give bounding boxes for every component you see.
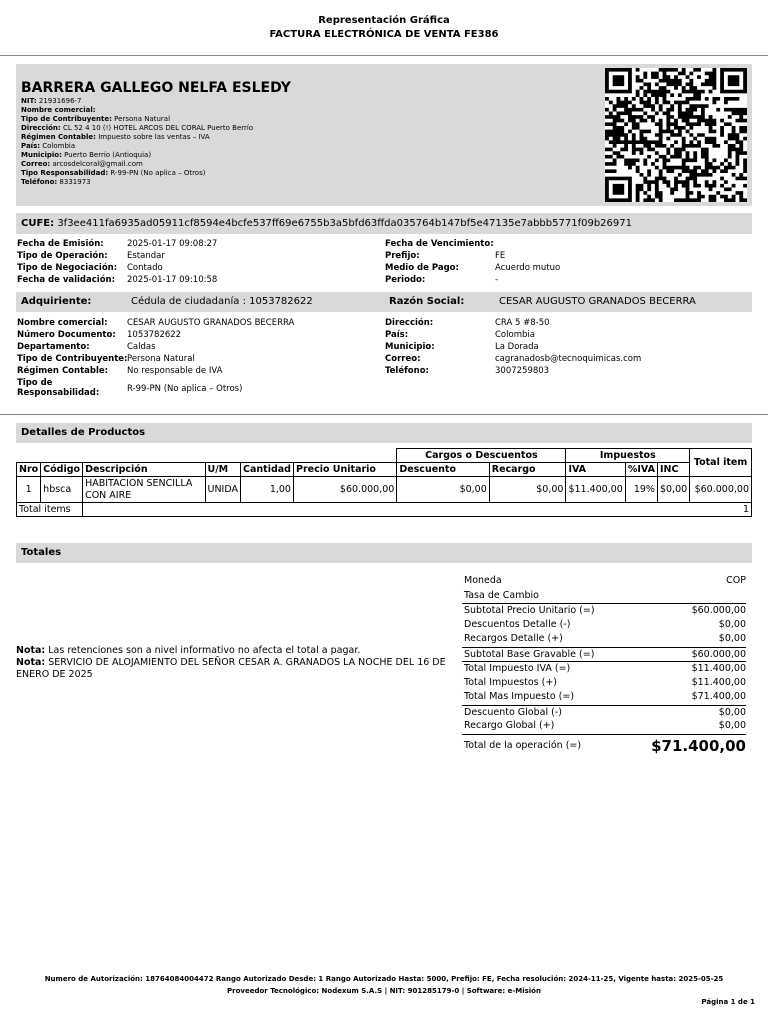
qr-code (605, 68, 747, 202)
col-header: Código (41, 463, 83, 477)
col-total-item-header: Total item (690, 449, 752, 477)
field-label: Municipio: (385, 342, 435, 352)
totals-label: Total de la operación (=) (464, 739, 582, 751)
note-text: Las retenciones son a nivel informativo no afecta el total a pagar. (48, 645, 361, 656)
group-taxes-header: Impuestos (566, 449, 690, 463)
field-value: Persona Natural (127, 354, 195, 364)
cell-inc: $0,00 (657, 477, 689, 503)
col-header: Cantidad (241, 463, 294, 477)
issuer-commercial-name (21, 106, 253, 115)
provider-footer: Proveedor Tecnológico: Nodexum S.A.S | NIT: 901285179-0 | Software: e-Misión (227, 987, 541, 995)
cell-nro: 1 (17, 477, 41, 503)
issuer-field-value: Colombia (42, 142, 76, 150)
issuer-details (21, 97, 253, 187)
totals-row-iva (462, 661, 746, 676)
page-number: Página 1 de 1 (701, 998, 755, 1006)
cell-codigo: hbsca (41, 477, 83, 503)
totals-label: Descuentos Detalle (-) (464, 618, 571, 630)
grand-total-value: $71.400,00 (651, 736, 746, 755)
col-header: Precio Unitario (293, 463, 396, 477)
issuer-field-label: Régimen Contable: (21, 133, 96, 141)
field-label-line: Responsabilidad: (17, 388, 100, 398)
qr-finder-pattern (605, 68, 632, 93)
buyer-details-left (17, 317, 377, 401)
totals-row-detail-surcharges (462, 632, 746, 647)
totals-label: Total Mas Impuesto (=) (464, 691, 575, 702)
buyer-field (17, 378, 377, 400)
totals-panel (462, 574, 746, 756)
field-value: CESAR AUGUSTO GRANADOS BECERRA (127, 318, 295, 328)
field-label: Nombre comercial: (17, 318, 108, 328)
social-name-value: CESAR AUGUSTO GRANADOS BECERRA (499, 296, 696, 307)
col-header: %IVA (625, 463, 657, 477)
products-section-band (16, 423, 752, 443)
cell-piva: 19% (625, 477, 657, 503)
total-items-label: Total items (17, 503, 83, 517)
totals-label: Descuento Global (-) (464, 706, 562, 718)
issuer-field-value[interactable]: arcosdelcoral@gmail.com (52, 160, 143, 168)
totals-value: $0,00 (718, 633, 746, 644)
notes (16, 645, 456, 681)
qr-finder-pattern (605, 177, 632, 202)
field-label: Correo: (385, 354, 421, 364)
totals-value: $60.000,00 (691, 648, 746, 660)
header-divider (0, 55, 768, 56)
field-value: 1053782622 (127, 330, 182, 340)
issuer-field-label: País: (21, 142, 41, 150)
note-label: Nota: (16, 657, 46, 668)
totals-label: Total Impuestos (+) (464, 676, 557, 688)
issuer-nit (21, 97, 253, 106)
issuer-regime (21, 133, 253, 142)
note-item (16, 645, 456, 657)
note-label: Nota: (16, 645, 46, 656)
document-title: FACTURA ELECTRÓNICA DE VENTA FE386 (269, 29, 499, 40)
issuer-field-label: NIT: (21, 97, 37, 105)
field-value: 3007259803 (495, 366, 550, 376)
totals-value: $11.400,00 (691, 663, 746, 674)
cufe-bar (16, 213, 752, 234)
totals-value: $71.400,00 (691, 691, 746, 702)
issuer-field-label: Dirección: (21, 124, 61, 132)
field-value: Estandar (127, 251, 165, 261)
totals-value: COP (726, 575, 746, 586)
totals-value: $0,00 (718, 720, 746, 731)
field-label: Fecha de validación: (17, 275, 115, 285)
issuer-field-label: Tipo de Contribuyente: (21, 115, 112, 123)
issuer-responsibility (21, 169, 253, 178)
note-text: SERVICIO DE ALOJAMIENTO DEL SEÑOR CESAR A. GRANADOS LA NOCHE DEL 16 DE ENERO DE 2025 (16, 657, 446, 680)
totals-row-operation-total (462, 734, 746, 756)
qr-finder-ring (613, 75, 625, 86)
col-header: Descuento (397, 463, 489, 477)
table-group-header (17, 449, 752, 463)
field-label: Departamento: (17, 342, 90, 352)
field-label-line: Tipo de (17, 378, 53, 388)
cufe-value: 3f3ee411fa6935ad05911cf8594e4bcfe537ff69e6755b3a5bfd63ffda035764b147bf5e47135e7abbb5771f09b26971 (57, 218, 632, 229)
issuer-field-value: Persona Natural (114, 115, 171, 123)
totals-label: Recargos Detalle (+) (464, 633, 563, 644)
total-items-value: 1 (83, 503, 752, 517)
field-label: Número Documento: (17, 330, 116, 340)
issuer-field-value: 21931696-7 (38, 97, 82, 105)
cell-precio: $60.000,00 (293, 477, 396, 503)
invoice-details-left (17, 238, 377, 288)
issuer-field-value: Impuesto sobre las ventas – IVA (98, 133, 210, 141)
field-label: País: (385, 330, 409, 340)
field-value: Acuerdo mutuo (495, 263, 561, 273)
totals-label: Recargo Global (+) (464, 720, 555, 731)
invoice-details-right (385, 238, 745, 288)
field-value: Caldas (127, 342, 156, 352)
group-charges-header: Cargos o Descuentos (397, 449, 566, 463)
field-label: Periodo: (385, 275, 426, 285)
field-label: Tipo de Operación: (17, 251, 108, 261)
products-section-title: Detalles de Productos (21, 427, 146, 438)
field-value[interactable]: cagranadosb@tecnoquimicas.com (495, 354, 642, 364)
field-value: La Dorada (495, 342, 539, 352)
cell-recargo: $0,00 (489, 477, 566, 503)
issuer-field-label: Nombre comercial: (21, 106, 96, 114)
field-value: No responsable de IVA (127, 366, 223, 376)
issuer-email (21, 160, 253, 169)
cell-iva: $11.400,00 (566, 477, 625, 503)
qr-finder-ring (728, 75, 740, 86)
issuer-phone (21, 178, 253, 187)
totals-label: Total Impuesto IVA (=) (464, 663, 571, 674)
totals-value: $0,00 (718, 618, 746, 630)
totals-row-currency (462, 574, 746, 589)
totals-row-global-discount (462, 705, 746, 720)
document-subtitle: Representación Gráfica (318, 15, 450, 26)
issuer-field-value: Puerto Berrío (Antioquia) (64, 151, 152, 159)
buyer-label: Adquiriente: (21, 296, 92, 307)
buyer-band (16, 292, 752, 312)
field-label: Fecha de Vencimiento: (385, 239, 494, 249)
field-label: Medio de Pago: (385, 263, 459, 273)
totals-row-taxable-base (462, 647, 746, 662)
totals-row-global-surcharge (462, 719, 746, 734)
note-item (16, 657, 456, 681)
products-table (16, 448, 752, 517)
buyer-details-right (385, 317, 745, 379)
col-header: Recargo (489, 463, 566, 477)
issuer-field-value: 8331973 (59, 178, 91, 186)
col-header: IVA (566, 463, 625, 477)
issuer-field-label: Tipo Responsabilidad: (21, 169, 109, 177)
field-value: 2025-01-17 09:08:27 (127, 239, 218, 249)
totals-row-detail-discounts (462, 618, 746, 633)
field-value: Contado (127, 263, 163, 273)
section-divider (0, 414, 768, 415)
field-value: - (495, 275, 499, 285)
field-value: 2025-01-17 09:10:58 (127, 275, 218, 285)
issuer-field-value: CL 52 4 10 (!) HOTEL ARCOS DEL CORAL Puerto Berrío (62, 124, 254, 132)
buyer-id: Cédula de ciudadanía : 1053782622 (131, 296, 313, 307)
issuer-municipality (21, 151, 253, 160)
totals-row-taxes (462, 676, 746, 691)
totals-value: $11.400,00 (691, 676, 746, 688)
issuer-name: BARRERA GALLEGO NELFA ESLEDY (21, 80, 291, 96)
col-header: U/M (205, 463, 241, 477)
issuer-panel (16, 64, 752, 206)
social-name-label: Razón Social: (389, 296, 465, 307)
field-label: Fecha de Emisión: (17, 239, 104, 249)
totals-row-total-plus-tax (462, 690, 746, 705)
issuer-field-label: Correo: (21, 160, 51, 168)
field-value: FE (495, 251, 506, 261)
field-value: Colombia (495, 330, 535, 340)
cell-descripcion: HABITACION SENCILLA CON AIRE (83, 477, 205, 503)
issuer-address (21, 124, 253, 133)
qr-code-graphic (605, 68, 747, 202)
col-header: Descripción (83, 463, 205, 477)
col-header: INC (657, 463, 689, 477)
issuer-field-value: R-99-PN (No aplica – Otros) (110, 169, 206, 177)
field-label: Régimen Contable: (17, 366, 109, 376)
field-label (17, 378, 99, 398)
cell-descuento: $0,00 (397, 477, 489, 503)
cell-um: UNIDA (205, 477, 241, 503)
field-value: R-99-PN (No aplica – Otros) (127, 384, 243, 394)
totals-row-exchange-rate (462, 589, 746, 604)
table-row (17, 477, 752, 503)
totals-label: Moneda (464, 575, 502, 586)
cell-total: $60.000,00 (690, 477, 752, 503)
field-label: Dirección: (385, 318, 434, 328)
issuer-country (21, 142, 253, 151)
field-label: Prefijo: (385, 251, 420, 261)
totals-label: Tasa de Cambio (464, 589, 539, 601)
table-header-blank (17, 449, 397, 463)
cufe-label: CUFE: (21, 218, 55, 229)
table-total-items-row (17, 503, 752, 517)
issuer-field-label: Teléfono: (21, 178, 58, 186)
col-header: Nro (17, 463, 41, 477)
totals-section-band (16, 543, 752, 563)
totals-value: $0,00 (718, 706, 746, 718)
totals-value: $60.000,00 (691, 605, 746, 616)
document-header (0, 14, 768, 42)
field-value: CRA 5 #8-50 (495, 318, 550, 328)
authorization-footer: Numero de Autorización: 18764084004472 Rango Autorizado Desde: 1 Rango Autorizado Hasta: 5000, Prefijo: FE, Fecha resolución: 2024-11-25, Vigente hasta: 2025-05-25 (44, 975, 724, 983)
totals-label: Subtotal Base Gravable (=) (464, 648, 595, 660)
field-label: Tipo de Contribuyente: (17, 354, 128, 364)
field-label: Teléfono: (385, 366, 429, 376)
issuer-taxpayer-type (21, 115, 253, 124)
totals-row-subtotal-unit (462, 603, 746, 618)
totals-label: Subtotal Precio Unitario (=) (464, 605, 595, 616)
field-label: Tipo de Negociación: (17, 263, 118, 273)
qr-finder-ring (613, 184, 625, 195)
totals-section-title: Totales (21, 547, 62, 558)
issuer-field-label: Municipio: (21, 151, 62, 159)
qr-finder-pattern (720, 68, 747, 93)
table-column-header (17, 463, 752, 477)
cell-cantidad: 1,00 (241, 477, 294, 503)
